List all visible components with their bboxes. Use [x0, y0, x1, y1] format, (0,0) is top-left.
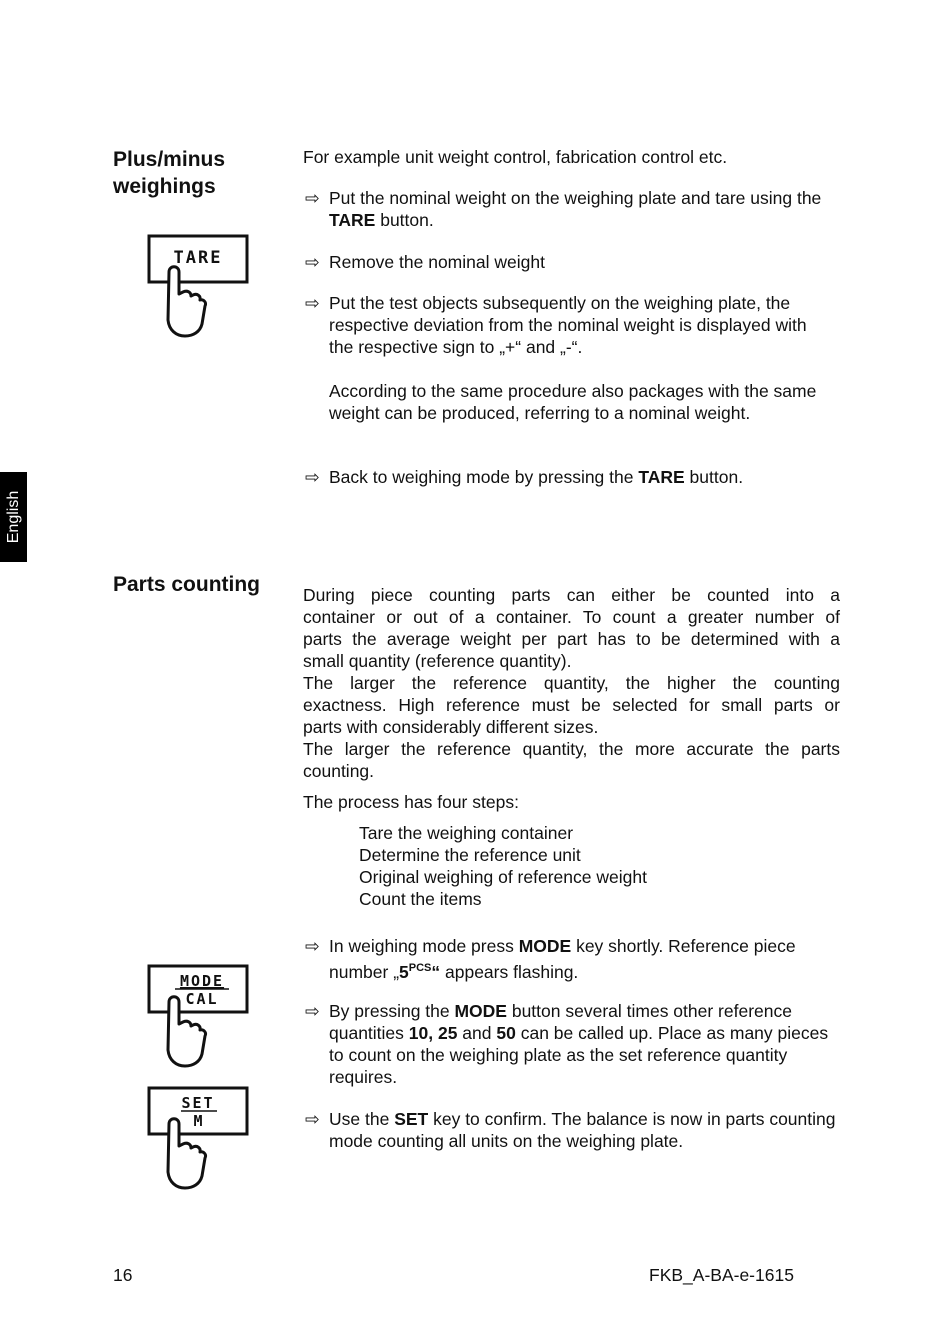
- paragraph-line: The larger the reference quantity, the higher the counting: [303, 673, 840, 693]
- note-text: [305, 380, 820, 424]
- arrow-right-icon: ⇨: [305, 188, 320, 208]
- step-text: In weighing mode press MODE key shortly. Reference piece number $„5^{PCS}“$ appears flashing.: [329, 936, 796, 982]
- parts-counting-description: [303, 584, 840, 782]
- arrow-right-icon: ⇨: [305, 467, 320, 487]
- tare-key-press-icon: [145, 232, 255, 342]
- page-number: 16: [113, 1265, 133, 1285]
- list-item: Count the items: [359, 889, 482, 909]
- process-step-list: [359, 822, 647, 910]
- instruction-step: [305, 935, 845, 983]
- step-text: Back to weighing mode by pressing the TARE button.: [329, 467, 744, 487]
- list-item: Determine the reference unit: [359, 845, 581, 865]
- arrow-right-icon: ⇨: [305, 1109, 320, 1129]
- arrow-right-icon: ⇨: [305, 1001, 320, 1021]
- document-id: FKB_A-BA-e-1615: [649, 1265, 794, 1285]
- instruction-step: [305, 292, 820, 358]
- tare-key-label: TARE: [173, 248, 223, 268]
- step-text: By pressing the MODE button several times other reference quantities 10, 25 and 50 can be called up. Place as many pieces to count on the weighing plate as the set reference quantity requires.: [329, 1001, 829, 1087]
- step-text: Use the SET key to confirm. The balance is now in parts counting mode counting all units on the weighing plate.: [329, 1109, 836, 1151]
- set-key-top-label: SET: [181, 1094, 215, 1112]
- paragraph-line: counting.: [303, 761, 375, 781]
- step-text: Put the test objects subsequently on the weighing plate, the respective deviation from the nominal weight is displayed with the respective sign to „+“ and „-“.: [329, 293, 807, 357]
- mode-cal-key-press-icon: [145, 962, 255, 1072]
- arrow-right-icon: ⇨: [305, 936, 320, 956]
- instruction-step: [305, 1108, 845, 1152]
- arrow-right-icon: ⇨: [305, 252, 320, 272]
- paragraph-line: parts the average weight per part has to be determined with a: [303, 629, 840, 649]
- paragraph-line: parts with considerably different sizes.: [303, 717, 599, 737]
- note-body: According to the same procedure also packages with the same weight can be produced, referring to a nominal weight.: [329, 381, 817, 423]
- mode-key-bottom-label: CAL: [185, 990, 219, 1008]
- step-text: Put the nominal weight on the weighing plate and tare using the TARE button.: [329, 188, 822, 230]
- list-item: Tare the weighing container: [359, 823, 574, 843]
- heading-line: Plus/minus: [113, 148, 226, 171]
- paragraph-line: container or out of a container. To count a greater number of: [303, 607, 840, 627]
- paragraph-line: During piece counting parts can either be counted into a: [303, 585, 840, 605]
- mode-key-top-label: MODE: [179, 972, 225, 990]
- section-heading-parts-counting: Parts counting: [113, 573, 261, 596]
- language-tab-label: English: [4, 490, 22, 544]
- paragraph-line: exactness. High reference must be selected for small parts or: [303, 695, 840, 715]
- process-intro: The process has four steps:: [303, 792, 519, 812]
- instruction-step: [305, 251, 845, 273]
- instruction-step: [305, 187, 845, 231]
- section-heading-plus-minus: [113, 146, 225, 200]
- instruction-step: [305, 1000, 845, 1088]
- section-intro: For example unit weight control, fabrication control etc.: [303, 147, 728, 167]
- set-m-key-press-icon: [145, 1084, 255, 1194]
- paragraph-line: The larger the reference quantity, the more accurate the parts: [303, 739, 840, 759]
- instruction-step: [305, 466, 845, 488]
- set-key-bottom-label: M: [193, 1112, 203, 1130]
- arrow-right-icon: ⇨: [305, 293, 320, 313]
- list-item: Original weighing of reference weight: [359, 867, 647, 887]
- step-text: Remove the nominal weight: [329, 252, 545, 272]
- paragraph-line: small quantity (reference quantity).: [303, 651, 572, 671]
- heading-line: weighings: [113, 175, 216, 198]
- language-tab: [0, 472, 27, 562]
